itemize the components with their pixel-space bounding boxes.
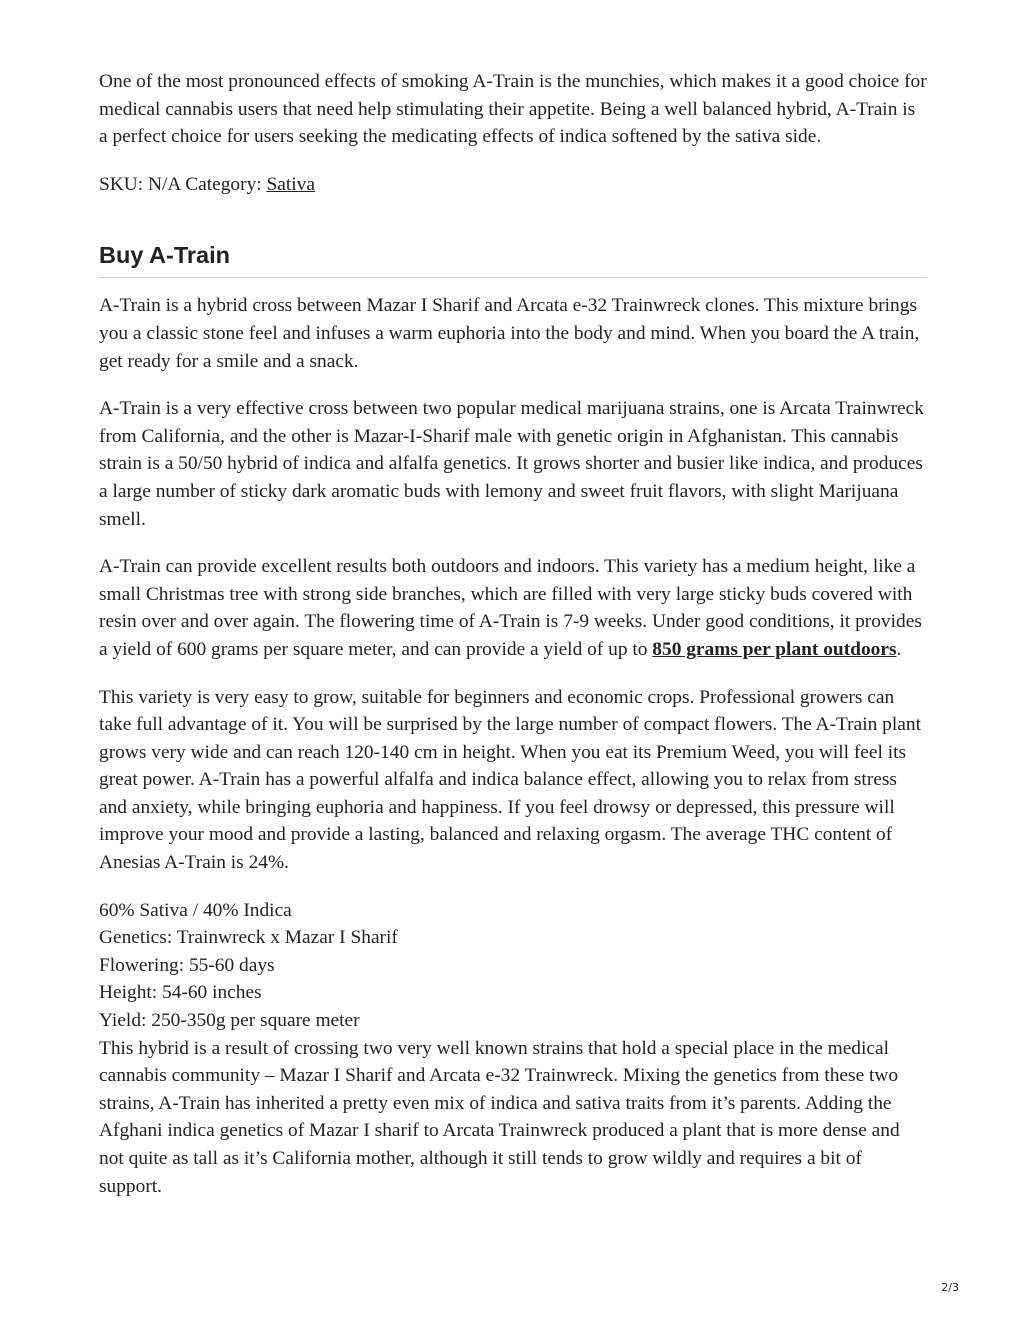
- product-meta: [99, 171, 927, 199]
- spec-genetics: Genetics: Trainwreck x Mazar I Sharif: [99, 927, 398, 949]
- document-page: [99, 68, 927, 1200]
- sku-text: SKU: N/A Category:: [99, 173, 267, 195]
- intro-paragraph: One of the most pronounced effects of smoking A-Train is the munchies, which makes it a good choice for medical cannabis users that need help stimulating their appetite. Being a well balanced hybrid, A-Train is a perfect choice for users seeking the medicating effects of indica softened by the sativa side.: [99, 71, 927, 148]
- spec-ratio: 60% Sativa / 40% Indica: [99, 899, 292, 921]
- spec-flowering: Flowering: 55-60 days: [99, 954, 275, 976]
- spec-height: Height: 54-60 inches: [99, 982, 262, 1004]
- yield-link[interactable]: 850 grams per plant outdoors: [652, 638, 897, 660]
- body-paragraph: A-Train is a very effective cross between two popular medical marijuana strains, one is Arcata Trainwreck from California, and the other is Mazar-I-Sharif male with genetic origin in Afghanistan. This cannabis strain is a 50/50 hybrid of indica and alfalfa genetics. It grows shorter and busier like indica, and produces a large number of sticky dark aromatic buds with lemony and sweet fruit flavors, with slight Marijuana smell.: [99, 398, 924, 530]
- page-number: 2/3: [941, 1281, 959, 1294]
- spec-yield: Yield: 250-350g per square meter: [99, 1010, 360, 1032]
- body-paragraph: A-Train is a hybrid cross between Mazar I Sharif and Arcata e-32 Trainwreck clones. This mixture brings you a classic stone feel and infuses a warm euphoria into the body and mind. When you board the A train, get ready for a smile and a snack.: [99, 295, 920, 372]
- section-heading: Buy A-Train: [99, 240, 927, 278]
- yield-text-before: A-Train can provide excellent results both outdoors and indoors. This variety has a medium height, like a small Christmas tree with strong side branches, which are filled with very large sticky buds covered with resin over and over again. The flowering time of A-Train is 7-9 weeks. Under good conditions, it provides a yield of 600 grams per square meter, and can provide a yield of up to: [99, 556, 922, 660]
- specs-block: [99, 897, 927, 1201]
- yield-text-after: .: [896, 638, 902, 660]
- yield-paragraph: [99, 553, 927, 663]
- spec-description: This hybrid is a result of crossing two very well known strains that hold a special place in the medical cannabis community – Mazar I Sharif and Arcata e-32 Trainwreck. Mixing the genetics from these two strains, A-Train has inherited a pretty even mix of indica and sativa traits from it’s parents. Adding the Afghani indica genetics of Mazar I sharif to Arcata Trainwreck produced a plant that is more dense and not quite as tall as it’s California mother, although it still tends to grow wildly and requires a bit of support.: [99, 1037, 900, 1197]
- grow-paragraph: This variety is very easy to grow, suitable for beginners and economic crops. Professional growers can take full advantage of it. You will be surprised by the large number of compact flowers. The A-Train plant grows very wide and can reach 120-140 cm in height. When you eat its Premium Weed, you will feel its great power. A-Train has a powerful alfalfa and indica balance effect, allowing you to relax from stress and anxiety, while bringing euphoria and happiness. If you feel drowsy or depressed, this pressure will improve your mood and provide a lasting, balanced and relaxing orgasm. The average THC content of Anesias A-Train is 24%.: [99, 686, 921, 874]
- category-link[interactable]: Sativa: [266, 173, 315, 195]
